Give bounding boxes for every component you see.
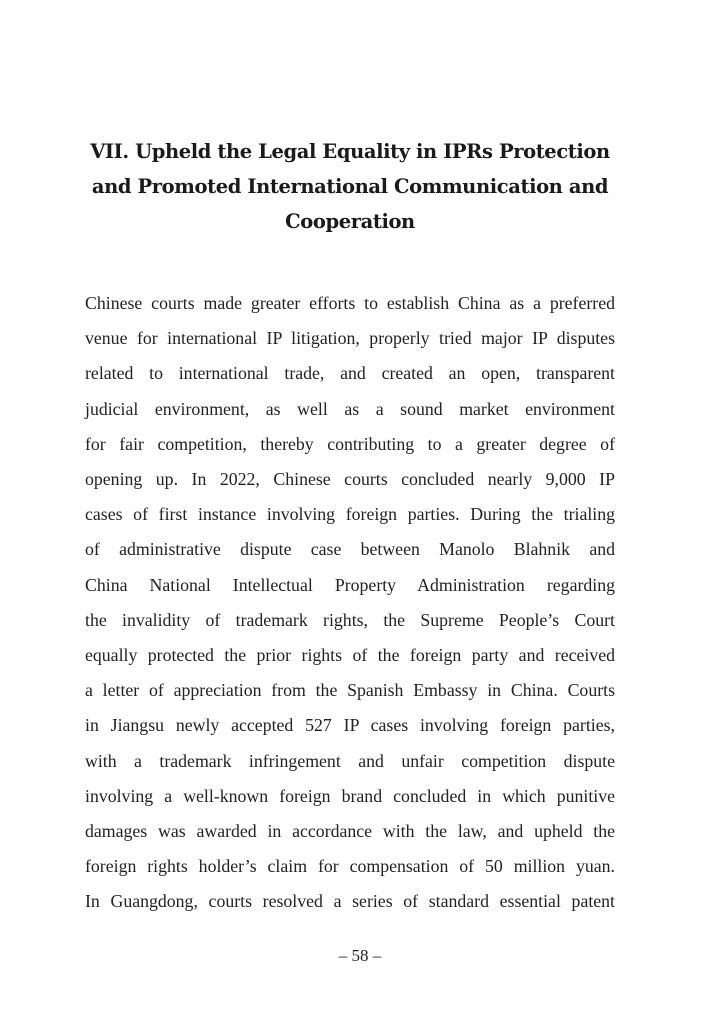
body-line: with a trademark infringement and unfair competition dispute [85, 750, 615, 771]
body-line: in Jiangsu newly accepted 527 IP cases involving foreign parties, [85, 715, 615, 736]
body-line: the invalidity of trademark rights, the Supreme People’s Court [85, 609, 615, 630]
heading-line: Cooperation [285, 210, 415, 233]
body-line: cases of first instance involving foreign parties. During the trialing [85, 504, 615, 525]
body-line: involving a well-known foreign brand concluded in which punitive [85, 785, 615, 806]
heading-line: VII. Upheld the Legal Equality in IPRs Protection [90, 140, 610, 163]
heading-line: and Promoted International Communication and [91, 175, 609, 198]
body-line: venue for international IP litigation, properly tried major IP disputes [85, 328, 615, 349]
page-number: – 58 – [338, 946, 382, 965]
body-line: for fair competition, thereby contributing to a greater degree of [85, 433, 615, 454]
body-line: foreign rights holder’s claim for compensation of 50 million yuan. [85, 856, 615, 877]
body-line: judicial environment, as well as a sound market environment [85, 398, 615, 419]
body-paragraph [85, 286, 615, 920]
body-line: a letter of appreciation from the Spanish Embassy in China. Courts [85, 680, 615, 701]
body-line: Chinese courts made greater efforts to establish China as a preferred [85, 293, 615, 313]
body-line: opening up. In 2022, Chinese courts concluded nearly 9,000 IP [85, 469, 615, 490]
body-line: In Guangdong, courts resolved a series of standard essential patent [85, 891, 615, 912]
body-line: of administrative dispute case between Manolo Blahnik and [85, 539, 615, 560]
body-line: equally protected the prior rights of the foreign party and received [85, 645, 615, 666]
body-line: related to international trade, and created an open, transparent [85, 363, 615, 384]
section-heading [90, 134, 610, 239]
body-line: China National Intellectual Property Administration regarding [85, 574, 615, 595]
body-line: damages was awarded in accordance with the law, and upheld the [85, 821, 615, 842]
